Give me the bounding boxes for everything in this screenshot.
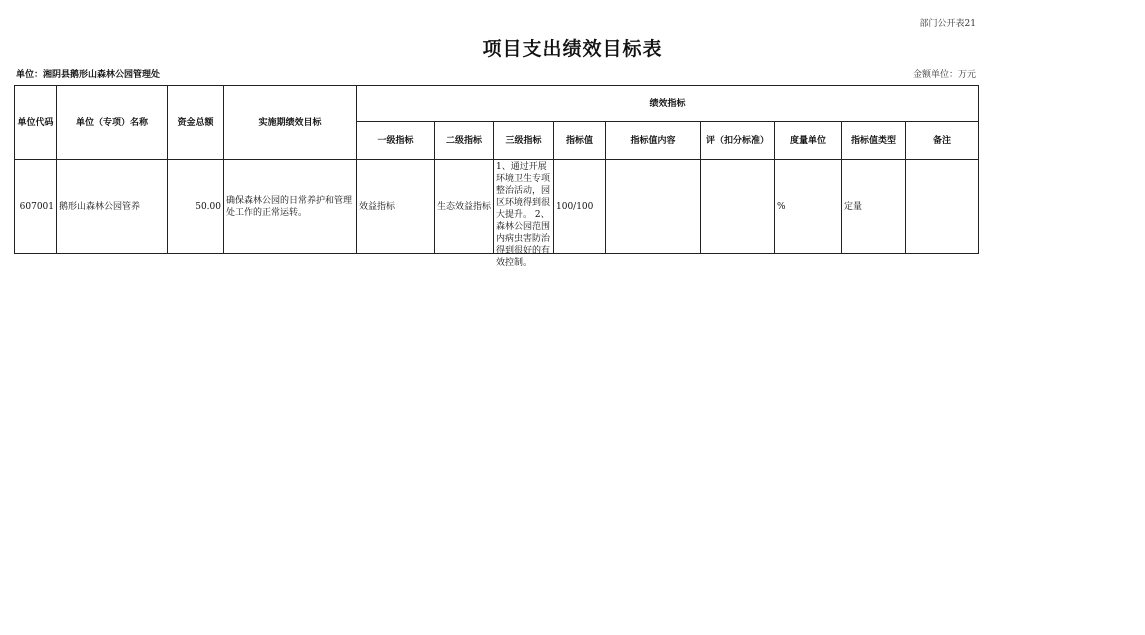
header-level2: 二级指标 [435, 122, 494, 160]
header-level3: 三级指标 [494, 122, 554, 160]
form-number: 部门公开表21 [919, 19, 976, 29]
header-level1: 一级指标 [357, 122, 435, 160]
cell-value: 100/100 [554, 160, 606, 254]
cell-level1: 效益指标 [357, 160, 435, 254]
cell-goal: 确保森林公园的日常养护和管理处工作的正常运转。 [224, 160, 357, 254]
cell-level2: 生态效益指标 [435, 160, 494, 254]
header-value: 指标值 [554, 122, 606, 160]
cell-content [606, 160, 701, 254]
cell-level3-text: 1、通过开展环境卫生专项整治活动，园区环境得到很大提升。 2、森林公园范围内病虫害防治得到很好的有效控制。 [496, 162, 551, 268]
cell-scoring [701, 160, 775, 254]
header-remark: 备注 [906, 122, 979, 160]
cell-value-type: 定量 [842, 160, 906, 254]
header-unit-code: 单位代码 [15, 86, 57, 160]
header-scoring: 评（扣分标准） [701, 122, 775, 160]
unit-label: 单位：湘阴县鹅形山森林公园管理处 [16, 70, 161, 80]
header-goal: 实施期绩效目标 [224, 86, 357, 160]
amount-unit-label: 金额单位：万元 [912, 70, 976, 80]
cell-remark [906, 160, 979, 254]
header-content: 指标值内容 [606, 122, 701, 160]
table-row [15, 160, 979, 254]
header-total-funds: 资金总额 [168, 86, 224, 160]
page-title: 项目支出绩效目标表 [482, 38, 663, 60]
cell-level3 [494, 160, 554, 268]
cell-unit-code: 607001 [15, 160, 57, 254]
header-measure-unit: 度量单位 [775, 122, 842, 160]
header-perf-indicators: 绩效指标 [357, 86, 979, 122]
header-value-type: 指标值类型 [842, 122, 906, 160]
header-unit-name: 单位（专项）名称 [57, 86, 168, 160]
performance-target-table [14, 85, 979, 268]
cell-unit-name: 鹅形山森林公园管养 [57, 160, 168, 254]
cell-total-funds: 50.00 [168, 160, 224, 254]
cell-measure-unit: % [775, 160, 842, 254]
